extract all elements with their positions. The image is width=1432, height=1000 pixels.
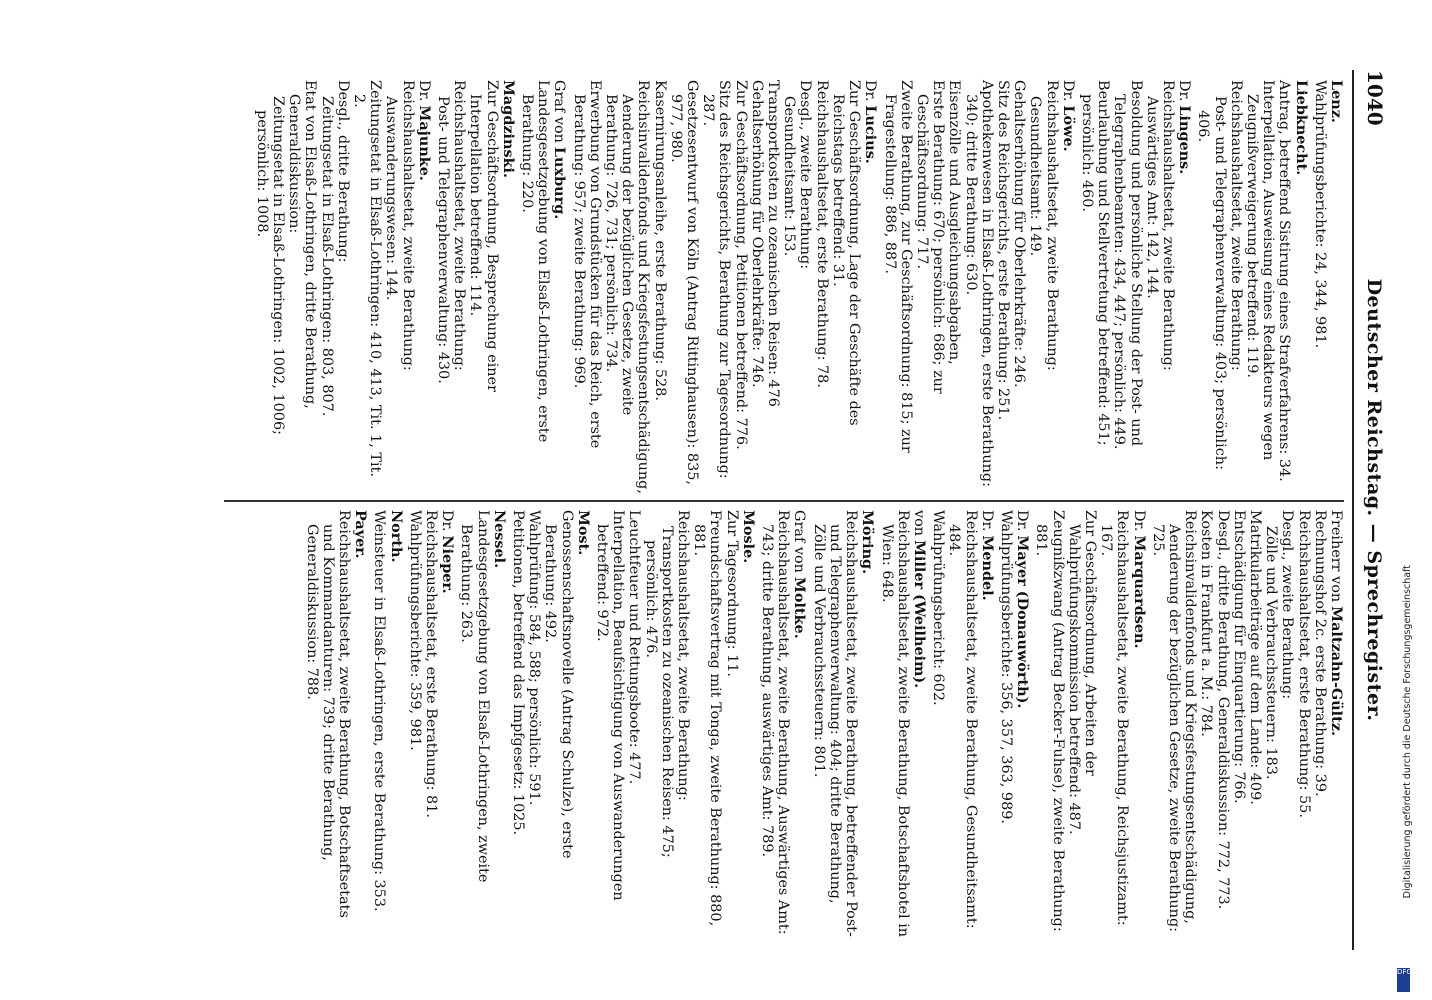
entry-line: Gesundheitsamt: 153. bbox=[781, 96, 798, 257]
entry-line: Reichshaushaltsetat, zweite Berathung: bbox=[1159, 80, 1176, 371]
entry-line: Reichshaushaltsetat, erste Berathung: 55. bbox=[1295, 510, 1312, 818]
register-entry bbox=[407, 510, 456, 940]
entry-lines bbox=[435, 80, 500, 495]
speaker-name: Maltzahn-Gültz. bbox=[1328, 606, 1345, 736]
speaker-prefix: Dr. bbox=[862, 80, 879, 102]
entry-line: Desgl., dritte Berathung, Generaldiskussion: 772, 773. bbox=[1214, 510, 1231, 910]
entry-line: Zeitungsetat in Elsaß-Lothringen: 803, 807. bbox=[318, 96, 335, 417]
register-entry bbox=[998, 510, 1030, 940]
register-entry bbox=[570, 80, 878, 495]
entry-line: Apothekenwesen in Elsaß-Lothringen, erste Berathung: 340; dritte Berathung: 630. bbox=[962, 80, 995, 487]
speaker-prefix: Dr. bbox=[1130, 510, 1147, 532]
speaker-heading bbox=[859, 510, 875, 940]
entry-line: Petitionen, betreffend das Impfgesetz: 1025. bbox=[510, 510, 527, 836]
entry-line: Kosten in Frankfurt a. M.: 784. bbox=[1198, 510, 1215, 737]
entry-line: Sitz des Reichsgerichts, erste Berathung: 251. bbox=[994, 80, 1011, 421]
entry-line: Reichshaushaltsetat, zweite Berathung: bbox=[675, 510, 692, 801]
speaker-prefix: von bbox=[910, 510, 927, 537]
register-entry bbox=[1079, 80, 1192, 495]
entry-lines bbox=[1079, 80, 1176, 495]
speaker-heading bbox=[1328, 510, 1344, 940]
entry-line: Transportkosten zu ozeanischen Reisen: 476 bbox=[765, 80, 782, 407]
speaker-name: Liebknecht. bbox=[1292, 80, 1310, 176]
register-entry bbox=[881, 80, 1075, 495]
funding-note: Digitalisierung gefördert durch die Deutsche Forschungsgemeinschaft bbox=[1402, 565, 1413, 899]
entry-line: Reichshaushaltsetat, zweite Berathung, Botschaftshotel in Wien: 648. bbox=[878, 510, 911, 938]
speaker-name: North. bbox=[387, 510, 405, 563]
entry-lines bbox=[594, 510, 740, 940]
entry-line: Zweite Berathung, zur Geschäftsordnung: 815; zur Fragestellung: 886, 887. bbox=[881, 80, 914, 453]
entry-line: Reichshaushaltsetat, zweite Berathung, Reichsjustizamt: 167. bbox=[1098, 510, 1131, 926]
entry-line: Transportkosten zu ozeanischen Reisen: 475; persönlich: 476. bbox=[642, 526, 675, 858]
entry-line: Zur Geschäftsordnung, Besprechung einer Interpellation betreffend: 114. bbox=[467, 80, 500, 392]
entry-line: Reichshaushaltsetat, erste Berathung: 78. bbox=[813, 80, 830, 388]
speaker-name: Moltke. bbox=[791, 576, 809, 639]
entry-line: Reichshaushaltsetat, zweite Berathung: bbox=[399, 80, 416, 371]
entry-line: Reichshaushaltsetat, zweite Berathung, betreffender Post- und Telegraphenverwaltung: 404; dritte Berathung, Zölle und Verbrauchssteuern: 801. bbox=[810, 510, 860, 937]
register-entry bbox=[1312, 80, 1344, 495]
entry-lines bbox=[1033, 510, 1130, 940]
register-entry bbox=[510, 510, 591, 940]
speaker-prefix: Dr. bbox=[1176, 80, 1193, 102]
register-entry bbox=[371, 510, 403, 940]
entry-line: Reichshaushaltsetat, zweite Berathung: bbox=[1043, 80, 1060, 371]
speaker-prefix: Freiherr von bbox=[1328, 510, 1344, 603]
entry-line: Genossenschaftsnovelle (Antrag Schulze), erste Berathung: 492. bbox=[542, 510, 575, 859]
entry-line: Erwerbung von Grundstücken für das Reich, erste Berathung: 957; zweite Berathung: 969. bbox=[570, 80, 603, 449]
speaker-name: Luxburg. bbox=[551, 146, 569, 220]
entry-line: Matrikularbeiträge auf dem Lande: 409. bbox=[1246, 510, 1263, 805]
entry-lines bbox=[458, 510, 490, 940]
entry-line: Reichshaushaltsetat, zweite Berathung: bbox=[451, 80, 468, 371]
entry-line: Reichsinvalidenfonds und Kriegsfestungsentschädigung, Aenderung der bezüglichen Gesetze, zweite Berathung: 725. bbox=[1149, 510, 1199, 933]
speaker-name: Payer. bbox=[352, 510, 370, 559]
digitization-note bbox=[1395, 0, 1413, 1000]
entry-lines bbox=[407, 510, 439, 940]
speaker-name: Nessel. bbox=[490, 510, 508, 569]
speaker-name: Möring. bbox=[859, 510, 877, 575]
entry-line: Zur Geschäftsordnung, Petitionen betreffend: 776. bbox=[732, 80, 749, 450]
entry-line: Zeugnißzwang (Antrag Becker-Fuhse), zweite Berathung: 881. bbox=[1033, 510, 1066, 932]
entry-line: Reichshaushaltsetat, zweite Berathung, Botschaftsetats und Kommandanturen: 739; dritte Berathung, Generaldiskussion: 788. bbox=[303, 510, 353, 918]
entry-lines bbox=[1150, 510, 1328, 940]
speaker-heading bbox=[791, 510, 807, 940]
speaker-prefix: Dr. bbox=[1014, 510, 1031, 532]
entry-line: Antrag, betreffend Sistirung eines Strafverfahrens: 34. bbox=[1276, 80, 1293, 482]
entry-lines bbox=[371, 510, 387, 940]
entry-lines bbox=[570, 80, 862, 495]
register-entry bbox=[519, 80, 568, 495]
speaker-heading bbox=[1292, 80, 1308, 495]
speaker-heading bbox=[1060, 80, 1076, 495]
speaker-prefix: Graf von bbox=[791, 510, 808, 573]
speaker-name: Lingens. bbox=[1176, 105, 1194, 175]
entry-line: Wahlprüfungsberichte: 24, 344, 981. bbox=[1311, 80, 1328, 349]
speaker-name: Mayer (Donauwörth). bbox=[1014, 535, 1032, 709]
speaker-heading bbox=[1130, 510, 1146, 940]
right-column bbox=[264, 510, 1344, 940]
speaker-name: Mendel. bbox=[978, 535, 996, 601]
speaker-heading bbox=[1328, 80, 1344, 495]
entry-line: Post- und Telegraphenverwaltung: 430. bbox=[435, 96, 452, 384]
entry-lines bbox=[998, 510, 1014, 940]
entry-line: Reichshaushaltsetat, zweite Berathung: bbox=[1227, 80, 1244, 371]
entry-line: Entschädigung für Einquartierung: 766. bbox=[1230, 510, 1247, 804]
column-separator bbox=[224, 500, 1344, 502]
speaker-prefix: Dr. bbox=[1059, 80, 1076, 102]
entry-lines bbox=[811, 510, 860, 940]
entry-line: Rechnungshof 2c. erste Berathung: 39. bbox=[1311, 510, 1328, 797]
speaker-name: Most. bbox=[574, 510, 592, 556]
speaker-name: Marquardsen. bbox=[1130, 535, 1148, 649]
entry-line: Reichshaushaltsetat, zweite Berathung, Gesundheitsamt: 484. bbox=[946, 510, 979, 929]
speaker-heading bbox=[439, 510, 455, 940]
entry-line: Interpellation, Ausweisung eines Redakteurs wegen Zeugnißverweigerung betreffend: 119. bbox=[1243, 80, 1277, 461]
entry-line: Landesgesetzgebung von Elsaß-Lothringen, erste Berathung: 220. bbox=[519, 80, 552, 443]
page-title: Deutscher Reichstag. — Sprechregister. bbox=[1363, 278, 1385, 722]
speaker-heading bbox=[740, 510, 756, 940]
entry-line: Gesetzesentwurf von Köln (Antrag Rittinghausen): 835, 977, 980. bbox=[667, 80, 701, 485]
entry-line: Landesgesetzgebung von Elsaß-Lothringen, zweite Berathung: 263. bbox=[458, 510, 491, 883]
entry-line: Zeitungsetat in Elsaß-Lothringen: 410, 413, Tit. 1, Tit. 2. bbox=[351, 80, 384, 477]
entry-line: Etat von Elsaß-Lothringen, dritte Berathung, Generaldiskussion: bbox=[286, 80, 319, 409]
speaker-name: Lenz. bbox=[1328, 80, 1345, 123]
entry-line: Wahlprüfungsberichte: 359, 981. bbox=[406, 510, 423, 751]
entry-line: Desgl., zweite Berathung: bbox=[797, 80, 814, 270]
register-entry bbox=[759, 510, 808, 940]
register-entry bbox=[1033, 510, 1146, 940]
speaker-heading bbox=[352, 510, 368, 940]
speaker-heading bbox=[1176, 80, 1192, 495]
speaker-heading bbox=[491, 510, 507, 940]
entry-lines bbox=[510, 510, 575, 940]
speaker-heading bbox=[911, 510, 927, 940]
register-entry bbox=[930, 510, 995, 940]
speaker-name: Nieper. bbox=[439, 535, 457, 594]
speaker-prefix: Graf von bbox=[551, 80, 568, 143]
register-entry bbox=[458, 510, 507, 940]
entry-line: Eisenzölle und Ausgleichungsabgaben, bbox=[946, 80, 963, 365]
entry-line: Zur Geschäftsordnung, Lage der Geschäfte des Reichstags betreffend: 31. bbox=[829, 80, 863, 426]
entry-line: Gehaltserhöhung für Oberlehrkräfte: 246. bbox=[1011, 80, 1028, 388]
entry-line: Reichsinvalidenfonds und Kriegsfestungsentschädigung, Aenderung der bezüglichen Gesetze, zweite Berathung: 726, 731; persönlich: 734. bbox=[603, 80, 652, 494]
entry-lines bbox=[254, 80, 416, 495]
entry-line: Desgl., zweite Berathung: bbox=[1279, 510, 1296, 700]
speaker-prefix: Dr. bbox=[439, 510, 456, 532]
speaker-heading bbox=[500, 80, 516, 495]
left-column bbox=[253, 80, 1345, 495]
entry-lines bbox=[881, 80, 1059, 495]
speaker-prefix: Dr. bbox=[978, 510, 995, 532]
entry-line: Zur Tagesordnung: 11. bbox=[723, 510, 740, 677]
entry-lines bbox=[1195, 80, 1292, 495]
entry-line: Beurlaubung und Stellvertretung betreffend: 451; persönlich: 460. bbox=[1078, 80, 1112, 446]
entry-line: Wahlprüfung: 584, 588; persönlich: 591. bbox=[526, 510, 543, 806]
speaker-heading bbox=[387, 510, 403, 940]
entry-line: Leuchtfeuer und Rettungsboote: 477. bbox=[626, 510, 643, 785]
entry-line: Interpellation, Beaufsichtigung von Auswanderungen betreffend: 972. bbox=[594, 510, 627, 901]
register-entry bbox=[303, 510, 368, 940]
entry-line: Gesundheitsamt: 149. bbox=[1027, 96, 1044, 257]
entry-line: Zur Geschäftsordnung, Arbeiten der Wahlprüfungskommission betreffend: 487. bbox=[1065, 510, 1098, 835]
register-entry bbox=[594, 510, 756, 940]
page-header bbox=[1355, 70, 1387, 930]
entry-line: Wahlprüfungsbericht: 602. bbox=[930, 510, 947, 706]
entry-line: Reichshaushaltsetat, erste Berathung: 81. bbox=[423, 510, 440, 818]
entry-line: Post- und Telegraphenverwaltung: 403; persönlich: 406. bbox=[1195, 96, 1228, 470]
speaker-heading bbox=[862, 80, 878, 495]
page-number: 1040 bbox=[1363, 70, 1387, 126]
register-entry bbox=[254, 80, 432, 495]
entry-lines bbox=[1312, 80, 1328, 495]
entry-line: Kasernirungsanleihe, erste Berathung: 528. bbox=[651, 80, 668, 401]
entry-line: Auswanderungswesen: 144. bbox=[383, 96, 400, 301]
entry-line: Auswärtiges Amt: 142, 144. bbox=[1143, 96, 1160, 299]
speaker-name: Majunke. bbox=[415, 105, 433, 181]
entry-line: Besoldung und persönliche Stellung der Post- und Telegraphenbeamten: 434, 447; persönlich: 449. bbox=[1111, 80, 1144, 450]
speaker-prefix: Dr. bbox=[415, 80, 432, 102]
speaker-name: Mosle. bbox=[739, 510, 757, 564]
entry-line: Erste Berathung: 670; persönlich: 686; zur Geschäftsordnung: 717. bbox=[913, 80, 947, 394]
entry-lines bbox=[878, 510, 910, 940]
speaker-name: Magdzinski. bbox=[499, 80, 517, 179]
speaker-heading bbox=[1014, 510, 1030, 940]
register-entry bbox=[878, 510, 927, 940]
speaker-heading bbox=[551, 80, 567, 495]
entry-lines bbox=[519, 80, 551, 495]
dfg-logo: DFG bbox=[1397, 968, 1410, 992]
entry-line: Desgl., dritte Berathung: bbox=[334, 80, 351, 263]
register-entry bbox=[1150, 510, 1344, 940]
speaker-name: Lucius. bbox=[862, 105, 880, 164]
speaker-name: Löwe. bbox=[1059, 105, 1077, 152]
speaker-heading bbox=[416, 80, 432, 495]
register-entry bbox=[811, 510, 876, 940]
entry-line: Freundschaftsvertrag mit Tonga, zweite Berathung: 880, 881. bbox=[691, 510, 724, 927]
entry-lines bbox=[303, 510, 352, 940]
entry-lines bbox=[930, 510, 979, 940]
header-rule bbox=[1352, 70, 1354, 950]
entry-line: Sitz des Reichsgerichts, Berathung zur Tagesordnung: 287. bbox=[700, 80, 733, 479]
speaker-heading bbox=[575, 510, 591, 940]
entry-line: Reichshaushaltsetat, zweite Berathung, Auswärtiges Amt: 743; dritte Berathung, auswärtiges Amt: 789. bbox=[759, 510, 792, 935]
entry-line: Zeitungsetat in Elsaß-Lothringen: 1002, 1006; persönlich: 1008. bbox=[253, 96, 286, 435]
register-entry bbox=[1195, 80, 1308, 495]
speaker-heading bbox=[979, 510, 995, 940]
entry-lines bbox=[759, 510, 791, 940]
entry-line: Zölle und Verbrauchssteuern: 183. bbox=[1263, 526, 1280, 780]
entry-line: Weinsteuer in Elsaß-Lothringen, erste Berathung: 353. bbox=[371, 510, 388, 912]
entry-line: Wahlprüfungsberichte: 356, 357, 363, 989. bbox=[997, 510, 1014, 824]
speaker-name: Miller (Weilheim). bbox=[910, 540, 928, 689]
register-entry bbox=[435, 80, 516, 495]
entry-line: Gehaltserhöhung für Oberlehrkräfte: 746. bbox=[748, 80, 765, 388]
